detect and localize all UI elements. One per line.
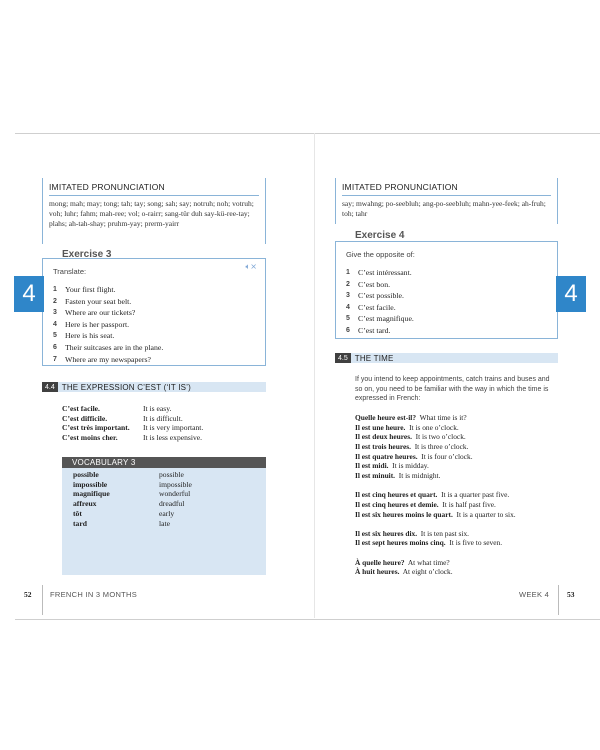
time-french: Il est six heures dix. <box>355 528 418 538</box>
vocabulary-english: late <box>159 518 170 528</box>
time-french: Il est midi. <box>355 461 389 471</box>
exercise-3-box <box>42 258 266 366</box>
vocabulary-list <box>62 468 266 528</box>
time-english: At eight o’clock. <box>402 567 453 577</box>
time-english: At what time? <box>407 557 450 567</box>
exercise-4-list <box>346 267 547 337</box>
time-english: It is four o’clock. <box>421 451 473 461</box>
time-french: Il est sept heures moins cinq. <box>355 538 446 548</box>
exercise-item-text: Here is his seat. <box>65 331 115 341</box>
chapter-tab-left: 4 <box>14 276 44 312</box>
exercise-item <box>346 290 547 302</box>
phrase-row <box>62 423 203 433</box>
pronunciation-text: say; mwahng; po-seebluh; ang-po-seebluh; mahn-yee-feek; ah-fruh; toh; tahr <box>342 199 546 218</box>
exercise-item <box>53 354 255 366</box>
footer-divider-left <box>42 585 43 615</box>
vocabulary-row <box>62 519 266 529</box>
time-french: À quelle heure? <box>355 557 405 567</box>
vocabulary-english: wonderful <box>159 489 191 499</box>
vocabulary-french: tard <box>73 518 87 528</box>
vocabulary-english: dreadful <box>159 499 185 509</box>
exercise-4-lead: Give the opposite of: <box>346 250 415 259</box>
exercise-item <box>346 313 547 325</box>
time-french: Il est cinq heures et demie. <box>355 499 439 509</box>
exercise-item-text: Their suitcases are in the plane. <box>65 342 164 352</box>
vocabulary-row <box>62 470 266 480</box>
exercise-item <box>346 279 547 291</box>
phrase-english: It is less expensive. <box>143 432 203 442</box>
time-phrase-row <box>355 529 560 539</box>
exercise-item-text: C’est magnifique. <box>358 314 414 324</box>
exercise-item-text: C’est possible. <box>358 291 404 301</box>
time-french: Il est quatre heures. <box>355 451 418 461</box>
time-phrase-row <box>355 500 560 510</box>
vocabulary-french: possible <box>73 470 99 479</box>
speaker-icon[interactable]: 🔈︎× <box>245 262 257 271</box>
time-phrase-row <box>355 538 560 548</box>
exercise-item-number: 3 <box>346 292 350 300</box>
time-phrase-row <box>355 471 560 481</box>
vocabulary-english: early <box>159 508 175 518</box>
exercise-item-number: 4 <box>346 303 350 311</box>
time-phrase-row <box>355 442 560 452</box>
exercise-item-text: C’est tard. <box>358 325 391 335</box>
time-phrase-list <box>355 413 560 577</box>
phrase-french: C’est facile. <box>62 404 100 413</box>
vocabulary-french: impossible <box>73 479 108 489</box>
exercise-item <box>346 302 547 314</box>
time-french: Il est six heures moins le quart. <box>355 509 453 519</box>
pronunciation-text: mong; mah; may; tong; tah; tay; song; sah; say; notruh; noh; votruh; voh; luhr; fahm; mah-ree; vol; o-rairr; sang-tür duh say-kü-ree-tay; plahs; ah-tah-shay; pruhm-yay; prerm-yairr <box>49 199 254 228</box>
spacer <box>355 481 560 491</box>
phrase-english: It is difficult. <box>143 413 183 423</box>
phrase-row <box>62 404 203 414</box>
vocabulary-box <box>62 457 266 575</box>
footer-book-title: FRENCH IN 3 MONTHS <box>50 590 138 599</box>
book-gutter <box>314 133 315 618</box>
exercise-item-text: Where are our tickets? <box>65 308 136 318</box>
time-french: Quelle heure est-il? <box>355 413 417 422</box>
spacer <box>355 548 560 558</box>
time-english: It is five to seven. <box>449 538 503 548</box>
exercise-item-number: 2 <box>53 297 57 305</box>
exercise-item <box>346 325 547 337</box>
vocabulary-row <box>62 509 266 519</box>
exercise-item-number: 3 <box>53 309 57 317</box>
exercise-item-text: C’est facile. <box>358 302 396 312</box>
exercise-item-number: 5 <box>346 315 350 323</box>
exercise-item-text: C’est intéressant. <box>358 268 412 277</box>
exercise-item-number: 1 <box>346 269 350 276</box>
phrase-row <box>62 414 203 424</box>
time-phrase-row <box>355 558 560 568</box>
time-english: It is two o’clock. <box>415 432 466 442</box>
exercise-3-title: Exercise 3 <box>62 249 112 260</box>
time-french: Il est minuit. <box>355 470 396 480</box>
vocabulary-english: impossible <box>159 479 192 489</box>
time-english: It is one o’clock. <box>409 422 459 432</box>
phrase-english: It is very important. <box>143 423 204 433</box>
time-phrase-row <box>355 510 560 520</box>
pronunciation-box-right <box>335 178 558 224</box>
time-english: What time is it? <box>419 413 467 422</box>
exercise-item <box>53 330 255 342</box>
time-english: It is ten past six. <box>420 528 470 538</box>
phrase-row <box>62 433 203 443</box>
vocabulary-english: possible <box>159 470 184 479</box>
vocabulary-french: tôt <box>73 508 82 518</box>
exercise-item <box>53 296 255 308</box>
time-english: It is three o’clock. <box>414 441 469 451</box>
exercise-4-box <box>335 241 558 339</box>
phrase-french: C’est très important. <box>62 423 130 433</box>
vocabulary-title: VOCABULARY 3 <box>62 457 266 468</box>
time-english: It is a quarter to six. <box>456 509 516 519</box>
phrase-french: C’est difficile. <box>62 413 108 423</box>
section-number: 4.5 <box>335 353 351 363</box>
section-header-4-4 <box>42 382 266 392</box>
footer-divider-right <box>558 585 559 615</box>
exercise-item <box>53 319 255 331</box>
time-phrase-row <box>355 413 560 423</box>
time-french: Il est cinq heures et quart. <box>355 490 438 500</box>
exercise-item-text: Here is her passport. <box>65 319 130 329</box>
exercise-3-list <box>53 284 255 365</box>
time-french: Il est deux heures. <box>355 432 412 442</box>
exercise-item-number: 6 <box>53 343 57 351</box>
time-french: Il est trois heures. <box>355 441 411 451</box>
vocabulary-french: affreux <box>73 499 97 509</box>
pronunciation-title: IMITATED PRONUNCIATION <box>342 182 551 196</box>
cest-phrase-list <box>62 404 203 442</box>
chapter-tab-right: 4 <box>556 276 586 312</box>
exercise-item <box>346 267 547 279</box>
time-english: It is half past five. <box>442 499 496 509</box>
exercise-item <box>53 284 255 296</box>
section-number: 4.4 <box>42 382 58 392</box>
vocabulary-french: magnifique <box>73 489 110 499</box>
time-english: It is midday. <box>392 461 429 471</box>
exercise-item-number: 5 <box>53 332 57 340</box>
page-number-right: 53 <box>567 590 575 599</box>
section-header-4-5 <box>335 353 558 363</box>
exercise-item <box>53 307 255 319</box>
time-french: Il est une heure. <box>355 422 406 432</box>
exercise-item-text: Where are my newspapers? <box>65 354 151 364</box>
time-intro-text: If you intend to keep appointments, catch trains and buses and so on, you need to be familiar with the way in which the time is expressed in French: <box>355 376 550 403</box>
time-phrase-row <box>355 423 560 433</box>
exercise-item-number: 1 <box>53 286 57 293</box>
section-title: THE TIME <box>354 353 394 363</box>
spacer <box>355 519 560 529</box>
page-number-left: 52 <box>24 590 32 599</box>
pronunciation-title: IMITATED PRONUNCIATION <box>49 182 259 196</box>
exercise-item <box>53 342 255 354</box>
section-title: THE EXPRESSION C’EST (‘IT IS’) <box>61 382 192 392</box>
time-english: It is midnight. <box>398 470 441 480</box>
exercise-item-number: 2 <box>346 280 350 288</box>
vocabulary-row <box>62 480 266 490</box>
time-phrase-row <box>355 432 560 442</box>
exercise-item-number: 7 <box>53 355 57 363</box>
exercise-item-text: Your first flight. <box>65 285 116 294</box>
vocabulary-row <box>62 499 266 509</box>
phrase-english: It is easy. <box>143 404 172 413</box>
exercise-item-number: 6 <box>346 326 350 334</box>
exercise-item-text: C’est bon. <box>358 279 391 289</box>
footer-week: WEEK 4 <box>519 590 550 599</box>
time-phrase-row <box>355 452 560 462</box>
vocabulary-row <box>62 489 266 499</box>
time-french: À huit heures. <box>355 567 400 577</box>
exercise-item-text: Fasten your seat belt. <box>65 296 132 306</box>
time-english: It is a quarter past five. <box>441 490 510 500</box>
time-phrase-row <box>355 567 560 577</box>
time-phrase-row <box>355 461 560 471</box>
phrase-french: C’est moins cher. <box>62 432 118 442</box>
pronunciation-box-left <box>42 178 266 244</box>
time-phrase-row <box>355 490 560 500</box>
exercise-item-number: 4 <box>53 320 57 328</box>
exercise-4-title: Exercise 4 <box>355 230 405 241</box>
exercise-3-lead: Translate: <box>53 267 87 276</box>
